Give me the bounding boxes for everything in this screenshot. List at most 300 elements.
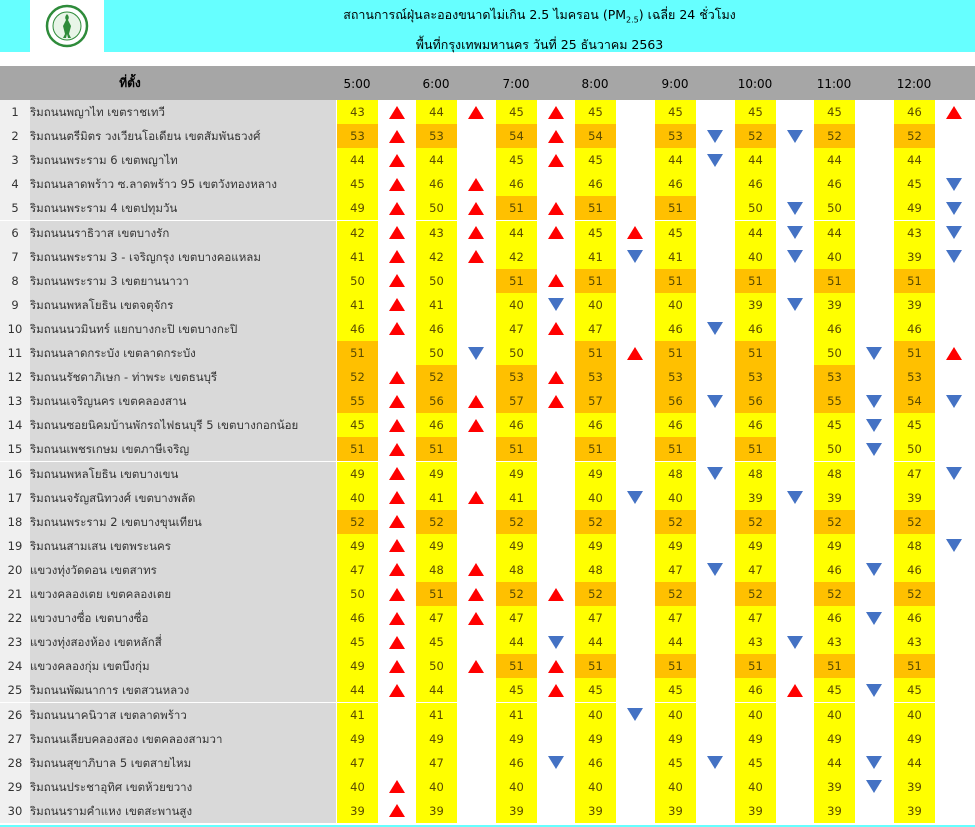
table-row: [0, 317, 975, 341]
trend-cell: [935, 124, 973, 148]
trend-cell: [696, 221, 734, 245]
pm25-value-cell: 50: [814, 437, 855, 461]
trend-cell: [616, 582, 654, 606]
trend-cell: [616, 172, 654, 196]
table-row: [0, 558, 975, 582]
trend-cell: [378, 678, 416, 702]
pm25-value-cell: 44: [575, 630, 616, 654]
trend-cell: [378, 100, 416, 124]
pm25-value-cell: 47: [735, 606, 776, 630]
pm25-value-cell: 51: [575, 437, 616, 461]
row-number: 29: [0, 775, 30, 799]
trend-cell: [537, 558, 575, 582]
trend-cell: [378, 389, 416, 413]
pm25-value-cell: 50: [337, 269, 378, 293]
pm25-value-cell: 39: [814, 775, 855, 799]
report-header: [0, 0, 975, 52]
trend-up-icon: [468, 226, 484, 239]
trend-cell: [855, 389, 893, 413]
pm25-value-cell: 45: [814, 413, 855, 437]
trend-cell: [776, 703, 814, 727]
trend-cell: [537, 172, 575, 196]
pm25-value-cell: 51: [337, 437, 378, 461]
trend-cell: [776, 341, 814, 365]
trend-cell: [616, 630, 654, 654]
pm25-value-cell: 46: [894, 100, 935, 124]
pm25-value-cell: 51: [575, 341, 616, 365]
trend-up-icon: [468, 588, 484, 601]
trend-down-icon: [946, 226, 962, 239]
pm25-value-cell: 54: [575, 124, 616, 148]
table-row: [0, 148, 975, 172]
trend-cell: [457, 630, 495, 654]
trend-cell: [696, 293, 734, 317]
pm25-value-cell: 51: [496, 437, 537, 461]
row-number: 17: [0, 486, 30, 510]
pm25-value-cell: 50: [735, 196, 776, 220]
trend-cell: [776, 317, 814, 341]
trend-cell: [776, 196, 814, 220]
trend-cell: [776, 751, 814, 775]
trend-cell: [537, 437, 575, 461]
trend-cell: [696, 775, 734, 799]
trend-up-icon: [389, 491, 405, 504]
location-name: ริมถนนพระราม 3 - เจริญกรุง เขตบางคอแหลม: [30, 245, 336, 269]
table-row: [0, 630, 975, 654]
pm25-value-cell: 45: [655, 100, 696, 124]
pm25-value-cell: 49: [416, 462, 457, 486]
trend-cell: [855, 510, 893, 534]
trend-cell: [616, 100, 654, 124]
location-name: ริมถนนพัฒนาการ เขตสวนหลวง: [30, 678, 336, 702]
trend-cell: [457, 534, 495, 558]
pm25-value-cell: 39: [894, 486, 935, 510]
trend-up-icon: [468, 250, 484, 263]
pm25-value-cell: 39: [814, 486, 855, 510]
trend-cell: [696, 148, 734, 172]
trend-cell: [537, 221, 575, 245]
trend-down-icon: [707, 563, 723, 576]
location-name: แขวงบางซื่อ เขตบางซื่อ: [30, 606, 336, 630]
row-number: 2: [0, 124, 30, 148]
pm25-value-cell: 54: [894, 389, 935, 413]
pm25-value-cell: 46: [894, 317, 935, 341]
trend-cell: [457, 462, 495, 486]
pm25-value-cell: 50: [416, 196, 457, 220]
trend-cell: [378, 221, 416, 245]
pm25-value-cell: 41: [496, 703, 537, 727]
location-name: ริมถนนซอยนิคมบ้านพักรถไฟธนบุรี 5 เขตบางกอกน้อย: [30, 413, 336, 437]
trend-up-icon: [548, 371, 564, 384]
trend-cell: [855, 654, 893, 678]
pm25-value-cell: 47: [337, 751, 378, 775]
trend-cell: [696, 582, 734, 606]
trend-cell: [855, 341, 893, 365]
row-number: 19: [0, 534, 30, 558]
trend-cell: [935, 678, 973, 702]
pm25-value-cell: 54: [496, 124, 537, 148]
trend-cell: [855, 630, 893, 654]
trend-cell: [776, 221, 814, 245]
trend-cell: [537, 534, 575, 558]
trend-cell: [696, 124, 734, 148]
pm25-value-cell: 43: [735, 630, 776, 654]
trend-cell: [696, 389, 734, 413]
trend-cell: [855, 606, 893, 630]
trend-down-icon: [866, 395, 882, 408]
trend-cell: [378, 534, 416, 558]
pm25-value-cell: 47: [655, 558, 696, 582]
table-row: [0, 727, 975, 751]
trend-down-icon: [787, 130, 803, 143]
trend-cell: [378, 703, 416, 727]
pm25-value-cell: 44: [894, 148, 935, 172]
trend-cell: [855, 293, 893, 317]
pm25-value-cell: 56: [416, 389, 457, 413]
trend-cell: [776, 172, 814, 196]
pm25-value-cell: 52: [337, 510, 378, 534]
trend-cell: [616, 654, 654, 678]
pm25-value-cell: 44: [337, 678, 378, 702]
trend-cell: [855, 558, 893, 582]
trend-cell: [537, 196, 575, 220]
pm25-value-cell: 40: [337, 775, 378, 799]
trend-cell: [855, 703, 893, 727]
trend-cell: [616, 365, 654, 389]
pm25-value-cell: 45: [575, 100, 616, 124]
location-name: ริมถนนนราธิวาส เขตบางรัก: [30, 221, 336, 245]
pm25-value-cell: 41: [575, 245, 616, 269]
pm25-value-cell: 46: [575, 172, 616, 196]
trend-cell: [935, 727, 973, 751]
pm25-value-cell: 49: [655, 727, 696, 751]
location-name: แขวงคลองเตย เขตคลองเตย: [30, 582, 336, 606]
trend-up-icon: [787, 684, 803, 697]
trend-cell: [696, 703, 734, 727]
location-name: ริมถนนนวมินทร์ แยกบางกะปิ เขตบางกะปิ: [30, 317, 336, 341]
trend-cell: [537, 630, 575, 654]
trend-cell: [696, 606, 734, 630]
trend-cell: [378, 437, 416, 461]
trend-cell: [696, 462, 734, 486]
pm25-value-cell: 51: [735, 341, 776, 365]
trend-cell: [935, 389, 973, 413]
pm25-value-cell: 43: [894, 221, 935, 245]
trend-cell: [776, 293, 814, 317]
trend-cell: [696, 317, 734, 341]
row-number: 18: [0, 510, 30, 534]
pm25-value-cell: 46: [814, 558, 855, 582]
pm25-value-cell: 46: [496, 172, 537, 196]
row-number: 12: [0, 365, 30, 389]
row-number: 4: [0, 172, 30, 196]
pm25-value-cell: 39: [735, 799, 776, 823]
trend-cell: [457, 654, 495, 678]
pm25-value-cell: 44: [496, 221, 537, 245]
table-row: [0, 486, 975, 510]
row-number: 24: [0, 654, 30, 678]
pm25-value-cell: 40: [575, 486, 616, 510]
pm25-value-cell: 41: [416, 703, 457, 727]
pm25-value-cell: 45: [575, 148, 616, 172]
trend-cell: [935, 630, 973, 654]
trend-cell: [855, 124, 893, 148]
title-line-1: [104, 3, 975, 33]
trend-up-icon: [548, 395, 564, 408]
trend-cell: [537, 799, 575, 823]
pm25-value-cell: 53: [655, 124, 696, 148]
trend-cell: [616, 269, 654, 293]
trend-cell: [776, 365, 814, 389]
hour-column-header: 12:00: [896, 77, 932, 91]
trend-cell: [616, 751, 654, 775]
pm25-value-cell: 46: [337, 317, 378, 341]
pm25-value-cell: 51: [337, 341, 378, 365]
location-name: ริมถนนลาดพร้าว ซ.ลาดพร้าว 95 เขตวังทองหลาง: [30, 172, 336, 196]
row-number: 28: [0, 751, 30, 775]
trend-cell: [537, 341, 575, 365]
hour-column-header: 9:00: [661, 77, 689, 91]
trend-cell: [378, 341, 416, 365]
trend-down-icon: [866, 756, 882, 769]
trend-cell: [776, 727, 814, 751]
trend-down-icon: [707, 322, 723, 335]
trend-up-icon: [548, 226, 564, 239]
pm25-value-cell: 51: [655, 341, 696, 365]
table-row: [0, 799, 975, 823]
pm25-value-cell: 53: [655, 365, 696, 389]
row-number: 21: [0, 582, 30, 606]
trend-down-icon: [946, 202, 962, 215]
pm25-value-cell: 47: [735, 558, 776, 582]
pm25-value-cell: 52: [575, 582, 616, 606]
pm25-value-cell: 50: [416, 269, 457, 293]
pm25-value-cell: 49: [416, 727, 457, 751]
trend-cell: [935, 245, 973, 269]
location-name: ริมถนนลาดกระบัง เขตลาดกระบัง: [30, 341, 336, 365]
trend-cell: [537, 148, 575, 172]
trend-cell: [776, 606, 814, 630]
trend-cell: [935, 341, 973, 365]
pm25-value-cell: 44: [416, 678, 457, 702]
trend-cell: [378, 124, 416, 148]
location-name: ริมถนนพระราม 3 เขตยานนาวา: [30, 269, 336, 293]
location-name: ริมถนนเพชรเกษม เขตภาษีเจริญ: [30, 437, 336, 461]
row-number: 25: [0, 678, 30, 702]
pm25-value-cell: 57: [496, 389, 537, 413]
trend-cell: [776, 437, 814, 461]
trend-up-icon: [389, 684, 405, 697]
trend-up-icon: [389, 419, 405, 432]
trend-cell: [696, 751, 734, 775]
pm25-value-cell: 40: [735, 703, 776, 727]
pm25-value-cell: 39: [735, 486, 776, 510]
pm25-value-cell: 39: [894, 245, 935, 269]
trend-cell: [935, 148, 973, 172]
pm25-value-cell: 45: [655, 221, 696, 245]
pm25-value-cell: 53: [496, 365, 537, 389]
pm25-value-cell: 40: [735, 775, 776, 799]
trend-cell: [935, 221, 973, 245]
trend-up-icon: [389, 298, 405, 311]
pm25-value-cell: 43: [337, 100, 378, 124]
pm25-value-cell: 52: [496, 510, 537, 534]
pm25-value-cell: 46: [655, 317, 696, 341]
trend-up-icon: [468, 660, 484, 673]
table-row: [0, 124, 975, 148]
pm25-value-cell: 47: [894, 462, 935, 486]
trend-cell: [457, 486, 495, 510]
pm25-value-cell: 46: [735, 172, 776, 196]
trend-down-icon: [548, 298, 564, 311]
pm25-value-cell: 55: [337, 389, 378, 413]
pm25-value-cell: 46: [416, 172, 457, 196]
trend-cell: [696, 172, 734, 196]
trend-up-icon: [389, 202, 405, 215]
pm25-value-cell: 51: [416, 437, 457, 461]
trend-up-icon: [627, 226, 643, 239]
trend-cell: [616, 727, 654, 751]
pm25-value-cell: 44: [416, 148, 457, 172]
row-number: 30: [0, 799, 30, 823]
pm25-value-cell: 52: [416, 365, 457, 389]
trend-cell: [776, 630, 814, 654]
trend-up-icon: [389, 612, 405, 625]
trend-cell: [378, 269, 416, 293]
trend-cell: [537, 269, 575, 293]
pm25-value-cell: 39: [814, 293, 855, 317]
hour-column-header: 10:00: [737, 77, 773, 91]
trend-cell: [616, 510, 654, 534]
trend-up-icon: [468, 612, 484, 625]
trend-cell: [696, 437, 734, 461]
row-number: 1: [0, 100, 30, 124]
trend-cell: [776, 462, 814, 486]
pm25-value-cell: 47: [575, 317, 616, 341]
trend-cell: [776, 413, 814, 437]
trend-cell: [537, 317, 575, 341]
location-name: ริมถนนตรีมิตร วงเวียนโอเดียน เขตสัมพันธวงศ์: [30, 124, 336, 148]
trend-up-icon: [389, 804, 405, 817]
trend-cell: [537, 775, 575, 799]
pm25-value-cell: 44: [814, 221, 855, 245]
trend-cell: [935, 437, 973, 461]
pm25-value-cell: 53: [575, 365, 616, 389]
pm25-value-cell: 52: [655, 582, 696, 606]
pm25-value-cell: 46: [337, 606, 378, 630]
trend-cell: [616, 534, 654, 558]
table-row: [0, 582, 975, 606]
pm25-value-cell: 44: [496, 630, 537, 654]
trend-up-icon: [389, 539, 405, 552]
pm25-value-cell: 52: [894, 582, 935, 606]
pm25-value-cell: 39: [894, 775, 935, 799]
pm25-value-cell: 50: [416, 654, 457, 678]
hour-column-header: 7:00: [502, 77, 530, 91]
trend-up-icon: [468, 419, 484, 432]
trend-cell: [378, 293, 416, 317]
pm25-value-cell: 45: [496, 100, 537, 124]
pm25-value-cell: 46: [735, 678, 776, 702]
pm25-value-cell: 46: [496, 413, 537, 437]
trend-cell: [378, 317, 416, 341]
pm25-value-cell: 48: [894, 534, 935, 558]
trend-up-icon: [468, 395, 484, 408]
pm25-value-cell: 45: [894, 413, 935, 437]
pm25-value-cell: 45: [575, 221, 616, 245]
pm25-value-cell: 51: [735, 654, 776, 678]
pm25-value-cell: 45: [337, 630, 378, 654]
trend-up-icon: [389, 660, 405, 673]
trend-cell: [855, 582, 893, 606]
pm25-value-cell: 39: [416, 799, 457, 823]
pm25-value-cell: 44: [655, 630, 696, 654]
trend-cell: [457, 293, 495, 317]
title-text-pre: สถานการณ์ฝุ่นละอองขนาดไม่เกิน 2.5 ไมครอน (PM: [343, 7, 627, 22]
trend-cell: [378, 799, 416, 823]
row-number: 14: [0, 413, 30, 437]
trend-cell: [537, 606, 575, 630]
pm25-value-cell: 48: [655, 462, 696, 486]
pm25-value-cell: 49: [894, 727, 935, 751]
trend-up-icon: [946, 106, 962, 119]
pm25-value-cell: 46: [655, 172, 696, 196]
trend-cell: [457, 221, 495, 245]
trend-up-icon: [389, 371, 405, 384]
trend-cell: [616, 606, 654, 630]
trend-down-icon: [946, 467, 962, 480]
pm25-value-cell: 41: [655, 245, 696, 269]
trend-cell: [537, 678, 575, 702]
trend-cell: [935, 534, 973, 558]
pm25-value-cell: 40: [575, 775, 616, 799]
table-row: [0, 775, 975, 799]
trend-cell: [616, 678, 654, 702]
pm25-value-cell: 39: [814, 799, 855, 823]
trend-down-icon: [707, 154, 723, 167]
pm25-value-cell: 49: [814, 534, 855, 558]
table-row: [0, 413, 975, 437]
table-row: [0, 196, 975, 220]
pm25-value-cell: 42: [416, 245, 457, 269]
trend-cell: [537, 654, 575, 678]
trend-down-icon: [627, 250, 643, 263]
trend-cell: [935, 317, 973, 341]
pm25-value-cell: 46: [655, 413, 696, 437]
trend-up-icon: [389, 106, 405, 119]
trend-up-icon: [548, 202, 564, 215]
trend-down-icon: [468, 347, 484, 360]
location-name: ริมถนนรัชดาภิเษก - ท่าพระ เขตธนบุรี: [30, 365, 336, 389]
trend-cell: [378, 510, 416, 534]
pm25-value-cell: 51: [575, 269, 616, 293]
hour-column-header: 6:00: [422, 77, 450, 91]
trend-up-icon: [548, 106, 564, 119]
trend-up-icon: [468, 491, 484, 504]
trend-cell: [776, 799, 814, 823]
pm25-value-cell: 52: [655, 510, 696, 534]
trend-cell: [537, 462, 575, 486]
trend-cell: [855, 413, 893, 437]
trend-down-icon: [707, 467, 723, 480]
pm25-value-cell: 52: [735, 510, 776, 534]
pm25-value-cell: 46: [416, 413, 457, 437]
pm25-value-cell: 53: [735, 365, 776, 389]
pm25-value-cell: 52: [416, 510, 457, 534]
pm25-value-cell: 49: [337, 196, 378, 220]
trend-up-icon: [389, 443, 405, 456]
trend-down-icon: [866, 443, 882, 456]
